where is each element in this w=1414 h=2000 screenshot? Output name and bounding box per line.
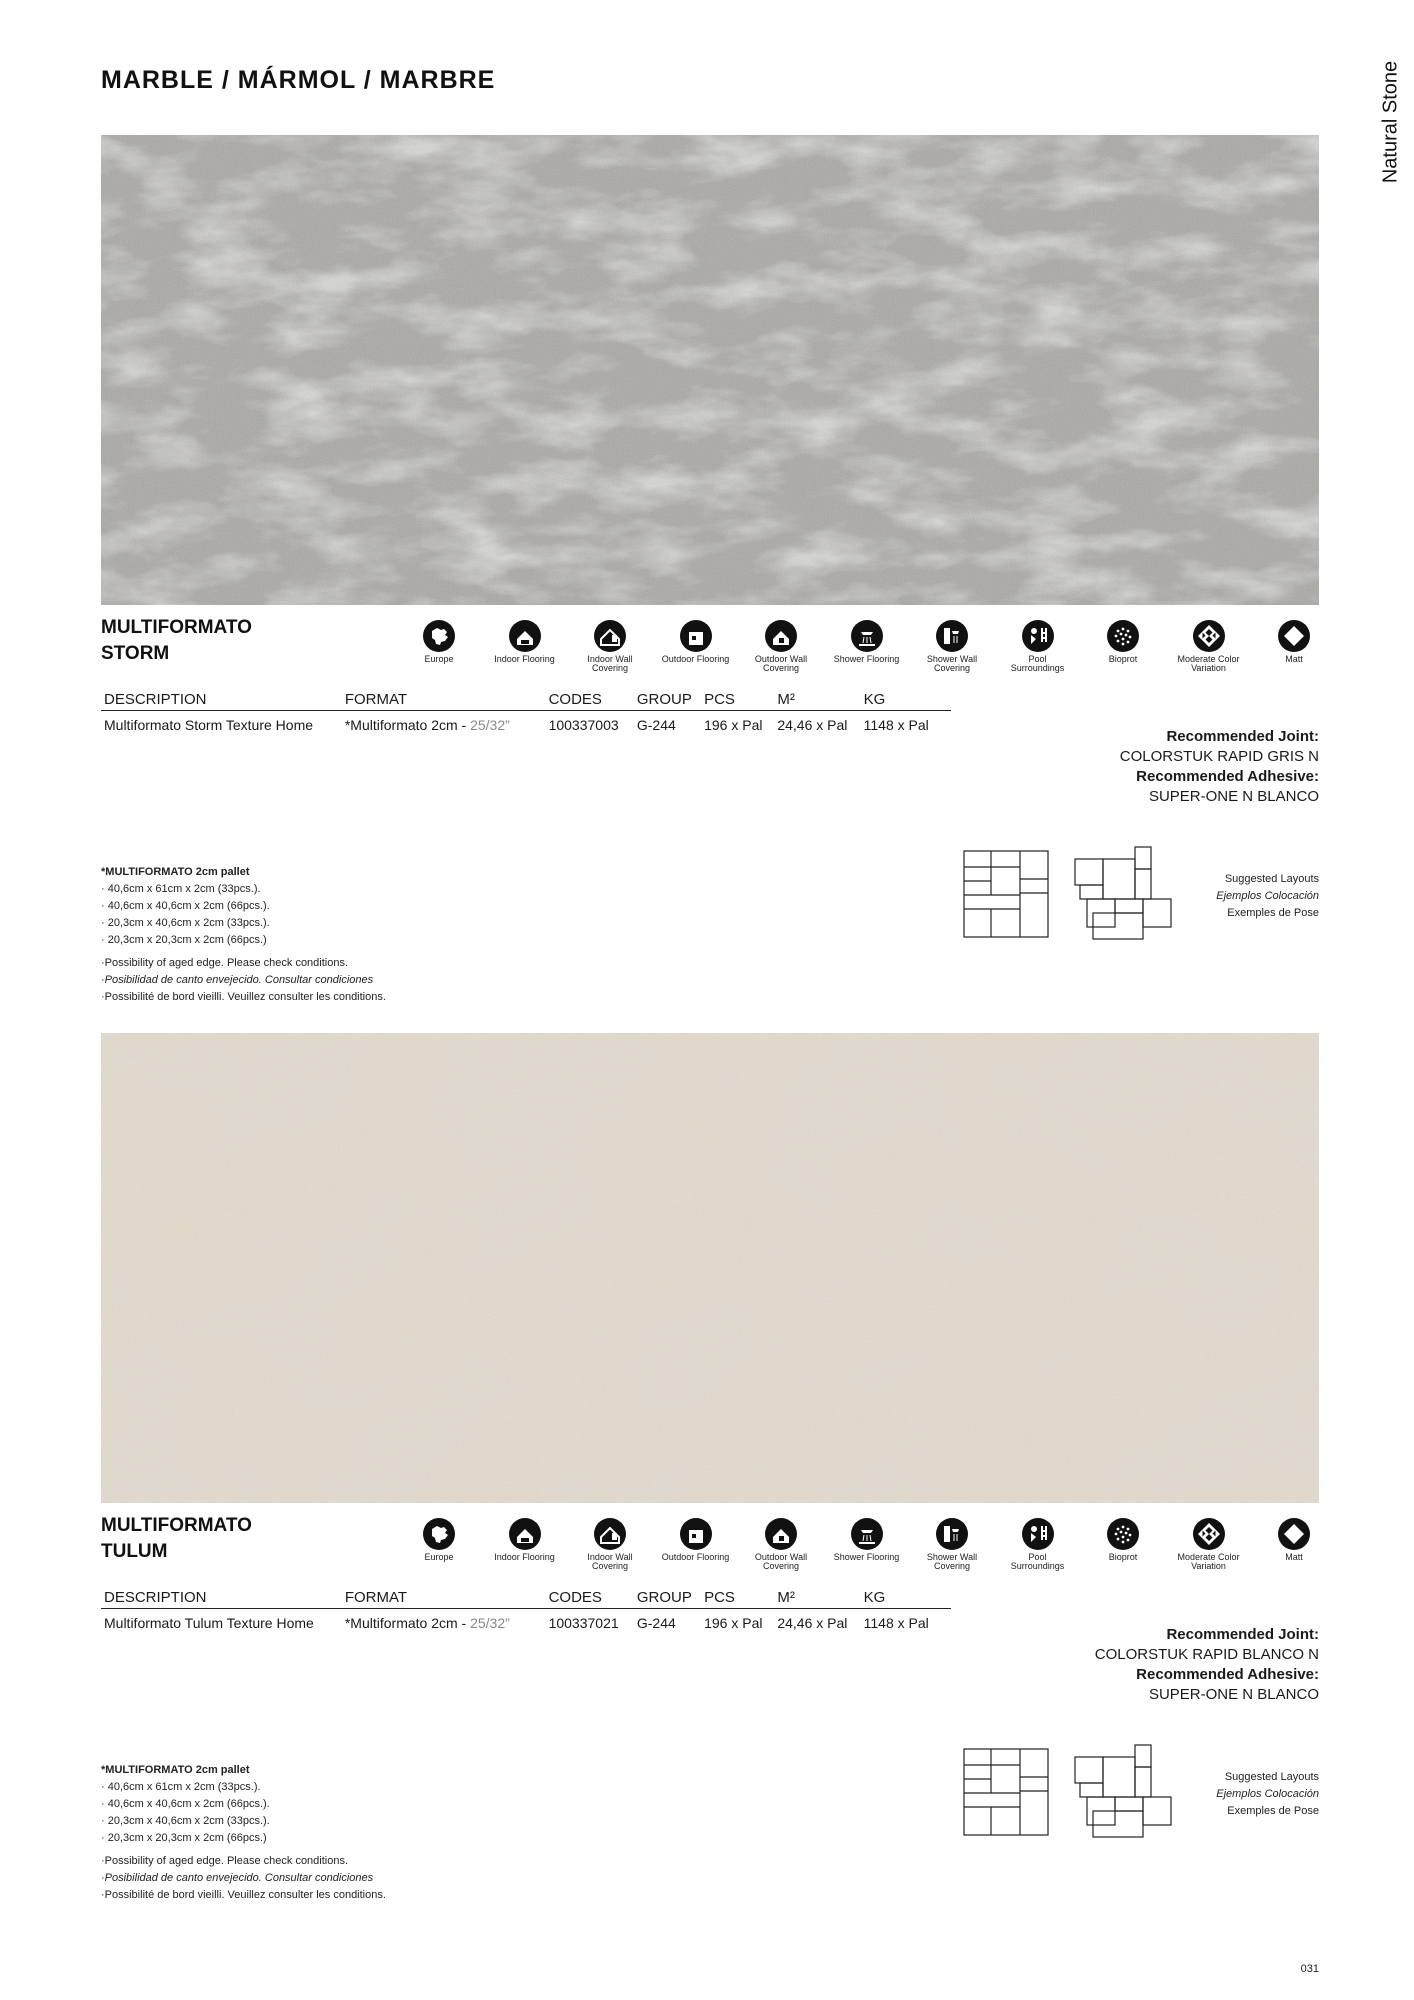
note-es: ·Posibilidad de canto envejecido. Consultar condiciones: [101, 974, 374, 986]
icon-label: Pool Surroundings: [1010, 1552, 1065, 1571]
recommended-adhesive: SUPER-ONE N BLANCO: [1148, 1686, 1319, 1703]
icon-label: Pool Surroundings: [1010, 654, 1065, 673]
usage-item: [1003, 619, 1073, 673]
col-group: GROUP: [634, 691, 701, 711]
layout-diagrams: [963, 845, 1179, 941]
layout-diagram-svg: [963, 1743, 1179, 1839]
usage-item: [404, 1517, 474, 1562]
outdoor-flooring-icon: [679, 619, 713, 653]
usage-item: [832, 1517, 902, 1562]
cell-code: 100337003: [548, 717, 619, 733]
icon-label: Outdoor Wall Covering: [754, 654, 808, 673]
cell-pcs: 196 x Pal: [704, 717, 763, 733]
shower-flooring-icon: [850, 619, 884, 653]
icon-label: Bioprot: [1108, 654, 1138, 664]
pallet-line: · 40,6cm x 40,6cm x 2cm (66pcs.).: [101, 900, 270, 912]
note-fr: ·Possibilité de bord vieilli. Veuillez consulter les conditions.: [101, 1889, 386, 1901]
usage-item: [746, 1517, 816, 1571]
moderate-color-variation-icon: [1192, 619, 1226, 653]
product-storm: [0, 135, 1414, 1035]
product-texture-image: [101, 135, 1319, 605]
col-m2: M²: [774, 691, 860, 711]
edge-notes: [101, 955, 386, 1006]
product-name: [101, 615, 252, 667]
pallet-line: · 40,6cm x 40,6cm x 2cm (66pcs.).: [101, 1798, 270, 1810]
recommended-adhesive-label: Recommended Adhesive:: [1136, 1666, 1319, 1683]
note-en: ·Possibility of aged edge. Please check conditions.: [101, 957, 349, 969]
layouts-label-es: Ejemplos Colocación: [1216, 890, 1319, 902]
col-m2: M²: [774, 1589, 860, 1609]
recommended-adhesive: SUPER-ONE N BLANCO: [1148, 788, 1319, 805]
product-tulum: [0, 1033, 1414, 1933]
product-texture-image: [101, 1033, 1319, 1503]
col-format: FORMAT: [342, 1589, 546, 1609]
format-inch: 25/32”: [470, 717, 510, 733]
edge-notes: [101, 1853, 386, 1904]
col-kg: KG: [861, 691, 951, 711]
bioprot-icon: [1106, 1517, 1140, 1551]
pallet-title: *MULTIFORMATO 2cm pallet: [101, 1764, 250, 1776]
matt-icon: [1277, 619, 1311, 653]
table-row: [101, 711, 951, 734]
col-description: DESCRIPTION: [101, 691, 342, 711]
cell-kg: 1148 x Pal: [863, 1615, 929, 1631]
note-fr: ·Possibilité de bord vieilli. Veuillez consulter les conditions.: [101, 991, 386, 1003]
storm-texture: [101, 135, 1319, 605]
shower-wall-covering-icon: [935, 1517, 969, 1551]
cell-group: G-244: [636, 717, 676, 733]
table-header-row: [101, 1589, 951, 1609]
cell-format: [342, 711, 546, 734]
pallet-line: · 20,3cm x 40,6cm x 2cm (33pcs.).: [101, 917, 270, 929]
indoor-wall-covering-icon: [593, 619, 627, 653]
layouts-label: [1216, 1769, 1319, 1820]
usage-item: [1174, 619, 1244, 673]
cell-group: G-244: [636, 1615, 676, 1631]
icon-label: Moderate Color Variation: [1177, 654, 1240, 673]
usage-item: [661, 619, 731, 664]
icon-label: Europe: [424, 1552, 454, 1562]
product-name-line1: MULTIFORMATO: [101, 617, 252, 638]
cell-m2: 24,46 x Pal: [777, 1615, 848, 1631]
layout-diagram-svg: [963, 845, 1179, 941]
cell-kg: 1148 x Pal: [863, 717, 929, 733]
cell-format: [342, 1609, 546, 1632]
pallet-line: · 20,3cm x 40,6cm x 2cm (33pcs.).: [101, 1815, 270, 1827]
usage-item: [661, 1517, 731, 1562]
pallet-line: · 20,3cm x 20,3cm x 2cm (66pcs.): [101, 934, 267, 946]
pallet-info: [101, 1762, 270, 1847]
icon-label: Indoor Wall Covering: [587, 1552, 633, 1571]
layouts-label-fr: Exemples de Pose: [1227, 1805, 1319, 1817]
spec-table: [101, 691, 951, 733]
page-title: MARBLE / MÁRMOL / MARBRE: [101, 66, 496, 94]
pallet-line: · 20,3cm x 20,3cm x 2cm (66pcs.): [101, 1832, 267, 1844]
cell-description: Multiformato Storm Texture Home: [104, 717, 314, 733]
layouts-label: [1216, 871, 1319, 922]
recommended-joint: COLORSTUK RAPID GRIS N: [1119, 748, 1319, 765]
col-pcs: PCS: [701, 1589, 774, 1609]
usage-item: [1174, 1517, 1244, 1571]
pallet-line: · 40,6cm x 61cm x 2cm (33pcs.).: [101, 1781, 261, 1793]
icon-label: Indoor Flooring: [494, 654, 555, 664]
note-es: ·Posibilidad de canto envejecido. Consultar condiciones: [101, 1872, 374, 1884]
indoor-flooring-icon: [508, 1517, 542, 1551]
usage-item: [1088, 619, 1158, 664]
col-codes: CODES: [546, 1589, 634, 1609]
spec-table: [101, 1589, 951, 1631]
note-en: ·Possibility of aged edge. Please check conditions.: [101, 1855, 349, 1867]
icon-label: Indoor Wall Covering: [587, 654, 633, 673]
icon-label: Bioprot: [1108, 1552, 1138, 1562]
col-kg: KG: [861, 1589, 951, 1609]
outdoor-wall-covering-icon: [764, 619, 798, 653]
side-label-text: Natural Stone: [1379, 60, 1402, 184]
icon-label: Matt: [1285, 654, 1303, 664]
table-row: [101, 1609, 951, 1632]
cell-code: 100337021: [548, 1615, 619, 1631]
usage-item: [746, 619, 816, 673]
icon-label: Outdoor Flooring: [661, 654, 730, 664]
usage-item: [1259, 619, 1329, 664]
matt-icon: [1277, 1517, 1311, 1551]
cell-m2: 24,46 x Pal: [777, 717, 848, 733]
pallet-line: · 40,6cm x 61cm x 2cm (33pcs.).: [101, 883, 261, 895]
col-codes: CODES: [546, 691, 634, 711]
usage-item: [1259, 1517, 1329, 1562]
usage-item: [832, 619, 902, 664]
icon-label: Indoor Flooring: [494, 1552, 555, 1562]
icon-label: Moderate Color Variation: [1177, 1552, 1240, 1571]
layouts-label-en: Suggested Layouts: [1224, 1771, 1319, 1783]
col-format: FORMAT: [342, 691, 546, 711]
recommended-adhesive-label: Recommended Adhesive:: [1136, 768, 1319, 785]
layouts-label-fr: Exemples de Pose: [1227, 907, 1319, 919]
usage-item: [1003, 1517, 1073, 1571]
moderate-color-variation-icon: [1192, 1517, 1226, 1551]
product-name: [101, 1513, 252, 1565]
tulum-texture: [101, 1033, 1319, 1503]
indoor-wall-covering-icon: [593, 1517, 627, 1551]
outdoor-wall-covering-icon: [764, 1517, 798, 1551]
col-group: GROUP: [634, 1589, 701, 1609]
pallet-info: [101, 864, 270, 949]
usage-item: [917, 1517, 987, 1571]
cell-description: Multiformato Tulum Texture Home: [104, 1615, 314, 1631]
format-text: *Multiformato 2cm -: [344, 1615, 471, 1631]
page-number: 031: [1300, 1963, 1319, 1975]
usage-item: [404, 619, 474, 664]
usage-item: [1088, 1517, 1158, 1562]
recommended-joint: COLORSTUK RAPID BLANCO N: [1094, 1646, 1319, 1663]
recommendations: [1120, 727, 1319, 807]
format-inch: 25/32”: [470, 1615, 510, 1631]
bioprot-icon: [1106, 619, 1140, 653]
europe-icon: [422, 619, 456, 653]
icon-label: Matt: [1285, 1552, 1303, 1562]
icon-label: Outdoor Wall Covering: [754, 1552, 808, 1571]
usage-item: [575, 1517, 645, 1571]
layout-diagrams: [963, 1743, 1179, 1839]
product-name-line1: MULTIFORMATO: [101, 1515, 252, 1536]
recommended-joint-label: Recommended Joint:: [1166, 728, 1319, 745]
outdoor-flooring-icon: [679, 1517, 713, 1551]
icon-label: Europe: [424, 654, 454, 664]
pool-surroundings-icon: [1021, 619, 1055, 653]
product-name-line2: TULUM: [101, 1541, 168, 1562]
icon-label: Outdoor Flooring: [661, 1552, 730, 1562]
layouts-label-en: Suggested Layouts: [1224, 873, 1319, 885]
pallet-title: *MULTIFORMATO 2cm pallet: [101, 866, 250, 878]
table-header-row: [101, 691, 951, 711]
usage-item: [490, 1517, 560, 1562]
usage-item: [917, 619, 987, 673]
recommendations: [1095, 1625, 1319, 1705]
europe-icon: [422, 1517, 456, 1551]
shower-flooring-icon: [850, 1517, 884, 1551]
icon-label: Shower Wall Covering: [926, 654, 978, 673]
cell-pcs: 196 x Pal: [704, 1615, 763, 1631]
usage-icons: [404, 619, 1303, 689]
layouts-label-es: Ejemplos Colocación: [1216, 1788, 1319, 1800]
col-pcs: PCS: [701, 691, 774, 711]
usage-item: [490, 619, 560, 664]
format-text: *Multiformato 2cm -: [344, 717, 471, 733]
icon-label: Shower Wall Covering: [926, 1552, 978, 1571]
usage-icons: [404, 1517, 1303, 1587]
shower-wall-covering-icon: [935, 619, 969, 653]
icon-label: Shower Flooring: [833, 654, 900, 664]
usage-item: [575, 619, 645, 673]
recommended-joint-label: Recommended Joint:: [1166, 1626, 1319, 1643]
pool-surroundings-icon: [1021, 1517, 1055, 1551]
product-name-line2: STORM: [101, 643, 170, 664]
indoor-flooring-icon: [508, 619, 542, 653]
icon-label: Shower Flooring: [833, 1552, 900, 1562]
col-description: DESCRIPTION: [101, 1589, 342, 1609]
